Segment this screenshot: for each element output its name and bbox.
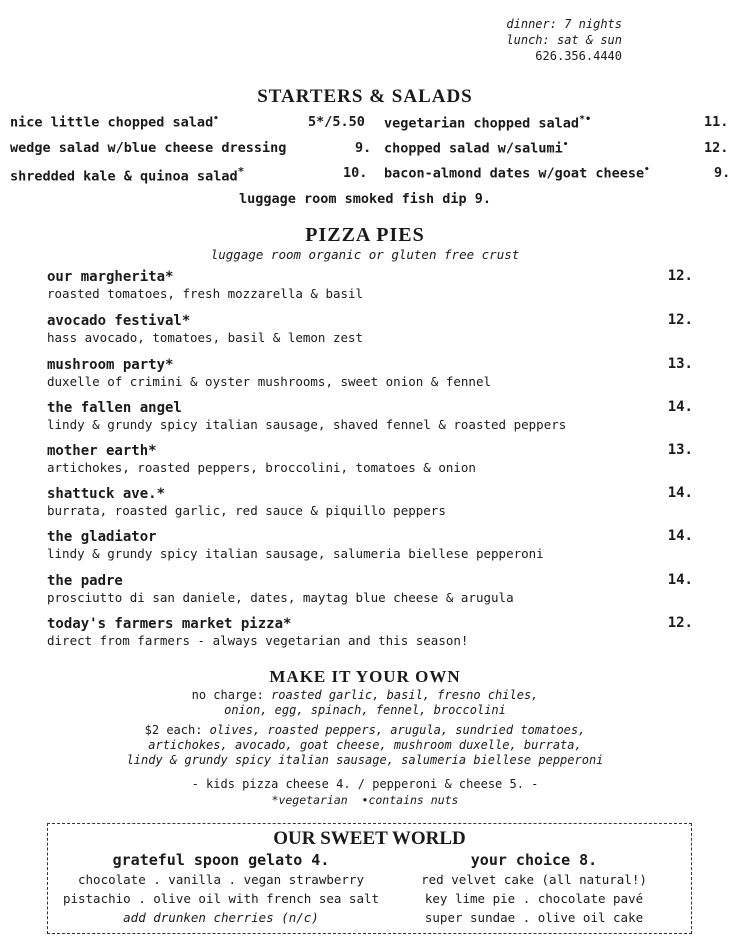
pizza-item [47,312,693,345]
starter-price: 10. [343,165,368,181]
starter-item: nice little chopped salad• [10,114,219,131]
starter-price: 9. [714,165,730,181]
choice-column [404,850,664,927]
pizza-desc: artichokes, roasted peppers, broccolini, tomatoes & onion [47,460,476,475]
dessert-line: super sundae . olive oil cake [424,910,644,925]
dessert-line: chocolate . vanilla . vegan strawberry [78,872,364,887]
pizza-price: 12. [667,615,693,631]
pizza-price: 13. [667,356,693,372]
pizza-name: shattuck ave.* [47,486,166,502]
pizza-desc: lindy & grundy spicy italian sausage, salumeria biellese pepperoni [47,546,544,561]
phone-number: 626.356.4440 [535,49,622,63]
pizza-name: avocado festival* [47,313,191,329]
pizza-item [47,268,693,301]
dinner-hours: dinner: 7 nights [506,17,622,31]
pizza-title: PIZZA PIES [305,224,425,246]
dessert-line: red velvet cake (all natural!) [421,872,647,887]
starter-item: wedge salad w/blue cheese dressing [10,140,287,156]
pizza-name: the fallen angel [47,400,182,416]
pizza-desc: burrata, roasted garlic, red sauce & piquillo peppers [47,503,446,518]
pizza-item [47,442,693,475]
paid-toppings: $2 each: olives, roasted peppers, arugula, sundried tomatoes, artichokes, avocado, goat cheese, mushroom duxelle, burrata, lindy & grundy spicy italian sausage, salumeria biellese pepperoni [126,723,604,767]
pizza-subtitle: luggage room organic or gluten free crust [210,247,520,262]
pizza-price: 14. [667,485,693,501]
pizza-price: 12. [667,268,693,284]
dessert-line: pistachio . olive oil with french sea salt [62,891,380,906]
starter-price: 9. [355,140,372,156]
pizza-name: the gladiator [47,529,157,545]
dessert-box [47,823,692,934]
pizza-price: 14. [667,399,693,415]
pizza-name: mother earth* [47,443,157,459]
pizza-name: today's farmers market pizza* [47,616,292,632]
starter-item: vegetarian chopped salad*• [384,114,592,132]
pizza-desc: roasted tomatoes, fresh mozzarella & basil [47,286,364,301]
pizza-desc: hass avocado, tomatoes, basil & lemon zest [47,330,364,345]
pizza-desc: lindy & grundy spicy italian sausage, shaved fennel & roasted peppers [47,417,567,432]
pizza-price: 12. [667,312,693,328]
dessert-title: OUR SWEET WORLD [273,828,466,849]
make-own-title: MAKE IT YOUR OWN [269,667,461,686]
pizza-item [47,615,693,648]
pizza-desc: prosciutto di san daniele, dates, maytag blue cheese & arugula [47,590,514,605]
choice-title: your choice 8. [470,851,598,869]
gelato-title: grateful spoon gelato 4. [112,851,330,869]
fish-dip-item: luggage room smoked fish dip 9. [239,191,491,207]
starter-item: shredded kale & quinoa salad* [10,165,245,185]
starter-price: 12. [704,140,729,156]
starters-title: STARTERS & SALADS [257,86,473,107]
pizza-price: 14. [667,528,693,544]
gelato-column [56,850,386,927]
starter-price: 5*/5.50 [308,114,365,130]
pizza-name: the padre [47,573,123,589]
kids-pizza: - kids pizza cheese 4. / pepperoni & cheese 5. - [191,777,539,791]
pizza-desc: duxelle of crimini & oyster mushrooms, sweet onion & fennel [47,374,492,389]
pizza-name: mushroom party* [47,357,174,373]
pizza-item [47,485,693,518]
pizza-price: 14. [667,572,693,588]
legend: *vegetarian •contains nuts [271,793,459,807]
lunch-hours: lunch: sat & sun [506,33,622,47]
free-toppings: no charge: roasted garlic, basil, fresno chiles, onion, egg, spinach, fennel, broccolini [191,688,539,717]
starter-item: chopped salad w/salumi• [384,140,569,157]
pizza-item [47,528,693,561]
pizza-price: 13. [667,442,693,458]
pizza-item [47,356,693,389]
hours-contact [506,16,622,64]
pizza-item [47,399,693,432]
pizza-name: our margherita* [47,269,174,285]
pizza-desc: direct from farmers - always vegetarian and this season! [47,633,469,648]
starter-item: bacon-almond dates w/goat cheese• [384,165,650,182]
pizza-item [47,572,693,605]
paid-label: $2 each: [144,723,203,737]
starter-price: 11. [704,114,729,130]
free-label: no charge: [191,688,264,702]
dessert-line: add drunken cherries (n/c) [123,910,319,925]
dessert-line: key lime pie . chocolate pavé [424,891,644,906]
